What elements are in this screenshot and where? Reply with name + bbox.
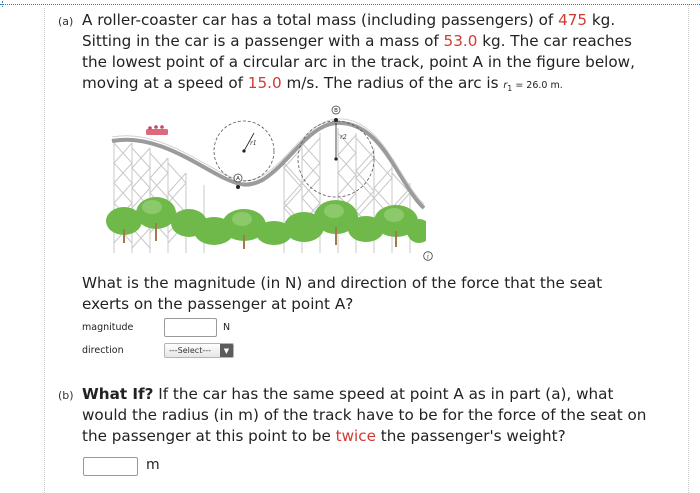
passenger-mass-value: 53.0 bbox=[443, 32, 478, 50]
left-dotted-guide bbox=[44, 8, 45, 493]
radius-answer-unit: m bbox=[146, 457, 160, 473]
point-a-label: A bbox=[236, 176, 240, 182]
question-a-line-2: exerts on the passenger at point A? bbox=[82, 295, 354, 313]
part-b-line-1: What If? If the car has the same speed at point A as in part (a), what bbox=[82, 385, 614, 403]
part-a-line-2: Sitting in the car is a passenger with a mass of 53.0 kg. The car reaches bbox=[82, 32, 632, 50]
direction-select[interactable] bbox=[164, 343, 234, 358]
svg-text:i: i bbox=[427, 253, 429, 261]
part-a-line-1: A roller-coaster car has a total mass (including passengers) of 475 kg. bbox=[82, 11, 616, 29]
right-dotted-guide bbox=[688, 4, 689, 493]
direction-selected-value: ---Select--- bbox=[169, 346, 211, 355]
part-b-line-3: the passenger at this point to be twice the passenger's weight? bbox=[82, 427, 566, 445]
magnitude-unit: N bbox=[223, 322, 231, 333]
part-a-line-3: the lowest point of a circular arc in the track, point A in the figure below, bbox=[82, 53, 635, 71]
roller-coaster-figure bbox=[104, 103, 426, 255]
twice-highlight: twice bbox=[335, 427, 376, 445]
total-mass-value: 475 bbox=[558, 11, 588, 29]
info-icon[interactable] bbox=[423, 251, 433, 261]
part-a-line-4: moving at a speed of 15.0 m/s. The radius of the arc is $r_1 = 26.0$ m. bbox=[82, 74, 563, 93]
r1-label: r1 bbox=[250, 140, 257, 147]
magnitude-input[interactable] bbox=[164, 318, 217, 337]
part-b-label: (b) bbox=[58, 389, 74, 402]
speed-value: 15.0 bbox=[247, 74, 282, 92]
direction-label: direction bbox=[82, 345, 124, 356]
what-if-heading: What If? bbox=[82, 385, 154, 403]
radius-equation: $r_1 = 26.0$ m. bbox=[503, 80, 563, 93]
question-a-line-1: What is the magnitude (in N) and direction of the force that the seat bbox=[82, 274, 603, 292]
radius-answer-input[interactable] bbox=[83, 457, 138, 476]
r2-label: r2 bbox=[340, 134, 347, 141]
point-b-label: B bbox=[334, 108, 338, 114]
chevron-down-icon[interactable]: ▼ bbox=[220, 344, 233, 357]
part-b-line-2: would the radius (in m) of the track have to be for the force of the seat on bbox=[82, 406, 647, 424]
roller-coaster-car-icon bbox=[146, 125, 168, 135]
top-divider-tick bbox=[2, 1, 9, 7]
part-a-label: (a) bbox=[58, 15, 74, 28]
top-dotted-divider bbox=[0, 4, 700, 5]
magnitude-label: magnitude bbox=[82, 322, 134, 333]
